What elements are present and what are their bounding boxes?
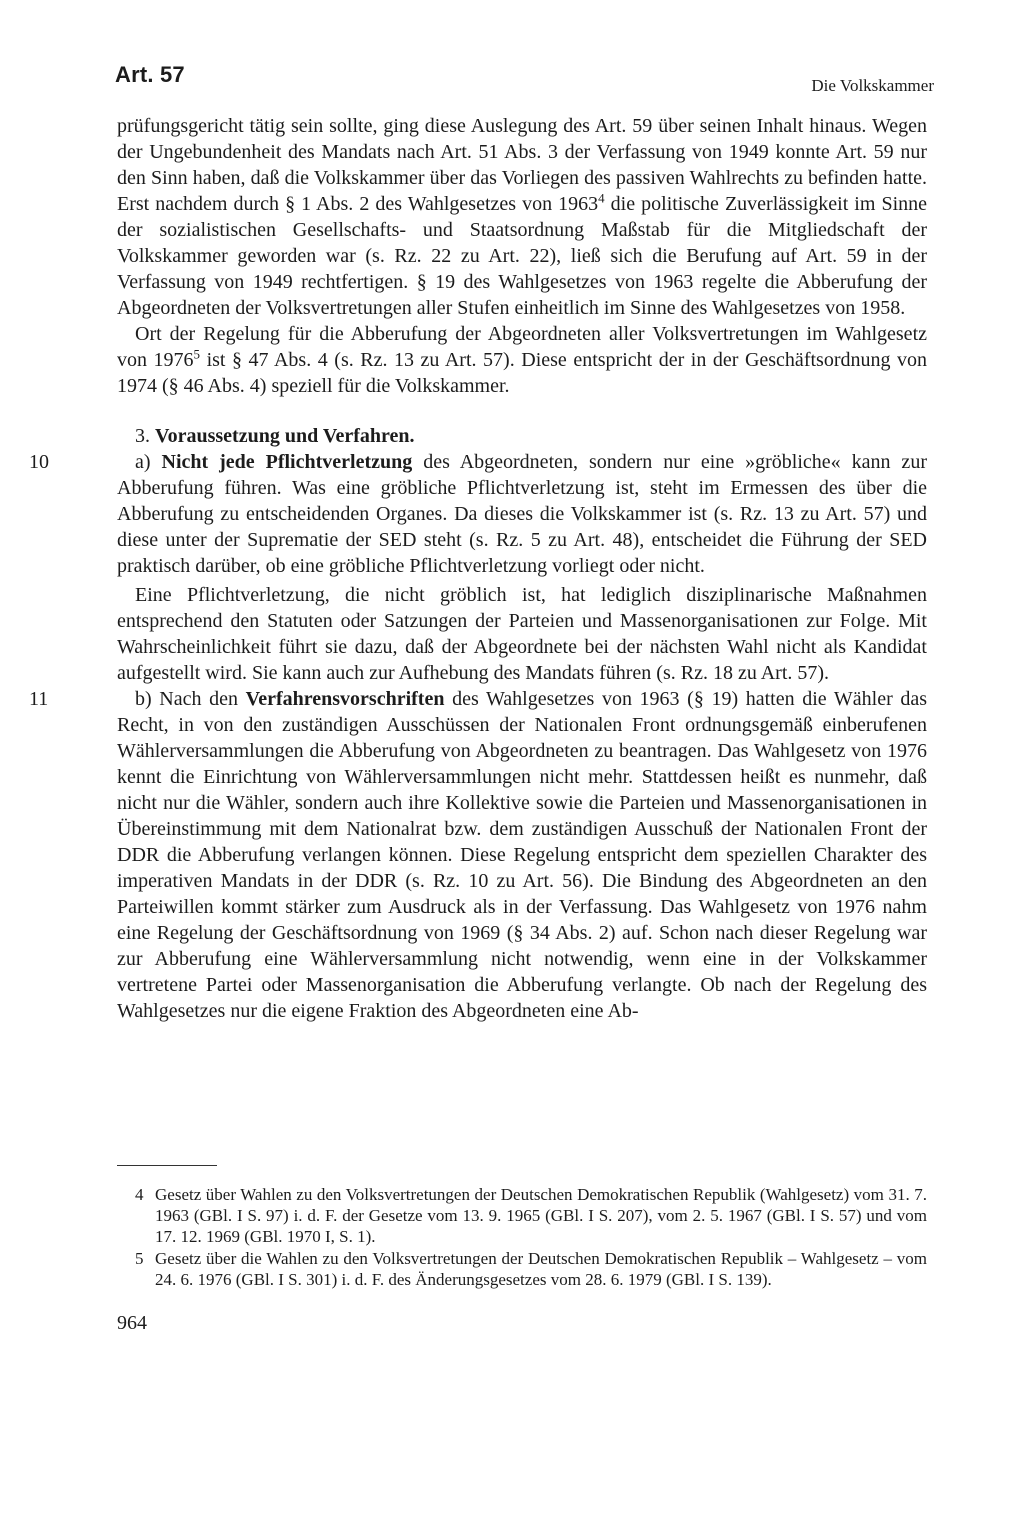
footnotes: [137, 1184, 927, 1291]
rz10-text: des Abgeordneten, sondern nur eine »gröbliche« kann zur Abberufung führen. Was eine gröbliche Pflichtverletzung ist, steht im Ermessen des über die Abberufung zu entscheidenden Organes. Da dieses die Volkskammer ist (s. Rz. 13 zu Art. 57) und diese unter der Suprematie der SED steht (s. Rz. 5 zu Art. 48), entscheidet die Führung der SED praktisch darüber, ob eine gröbliche Pflichtverletzung vorliegt oder nicht.: [117, 451, 927, 577]
article-heading: Art. 57: [115, 62, 185, 87]
body-text: [29, 113, 928, 1024]
margin-number-10: 10: [29, 451, 49, 473]
footnote-ref-5: 5: [193, 346, 201, 362]
paragraph-rz10: [117, 449, 927, 579]
margin-number-block-10: [29, 449, 927, 579]
rz11-lead: b) Nach den: [135, 688, 246, 710]
margin-number-11: 11: [29, 688, 49, 710]
section-heading: [117, 423, 927, 449]
rz10-lead: a): [135, 451, 162, 473]
rz10-keyword: Nicht jede Pflichtverletzung: [161, 451, 413, 473]
footnote-4: [137, 1184, 927, 1247]
section-heading-number: 3.: [135, 425, 150, 447]
footnote-number: 4: [135, 1185, 144, 1204]
margin-number-block-11: [29, 686, 928, 1024]
page-number: 964: [117, 1312, 147, 1334]
paragraph-rz11: [117, 686, 927, 1024]
paragraph-1a: prüfungsgericht tätig sein sollte, ging diese Auslegung des Art. 59 über seinen Inhalt hinaus. Wegen der Ungebundenheit des Mandats nach Art. 51 Abs. 3 der Verfassung von 1949 konnte Art. 59 nur den Sinn haben, daß die Volkskammer über das Vorliegen des passiven Wahlrechts zu befinden hatte. Erst nachdem durch § 1 Abs. 2 des Wahlgesetzes von 1963: [117, 115, 927, 215]
footnote-ref-4: 4: [598, 190, 605, 206]
footnote-text: Gesetz über Wahlen zu den Volksvertretungen der Deutschen Demokratischen Republik (Wahlgesetz) vom 31. 7. 1963 (GBl. I S. 97) i. d. F. der Gesetze vom 13. 9. 1965 (GBl. I S. 207), vom 2. 5. 1967 (GBl. I S. 57) und vom 17. 12. 1969 (GBl. 1970 I, S. 1).: [155, 1185, 927, 1246]
paragraph-2b: ist § 47 Abs. 4 (s. Rz. 13 zu Art. 57). Diese entspricht der in der Geschäftsordnung von 1974 (§ 46 Abs. 4) speziell für die Volkskammer.: [117, 349, 928, 397]
footnote-divider: [117, 1165, 217, 1166]
rz11-text: des Wahlgesetzes von 1963 (§ 19) hatten die Wähler das Recht, in von den zuständigen Ausschüssen der Nationalen Front ordnungsgemäß einberufenen Wählerversammlungen die Abberufung von Abgeordneten zu beantragen. Das Wahlgesetz von 1976 kennt die Einrichtung von Wählerversammlungen nicht mehr. Stattdessen heißt es nunmehr, daß nicht nur die Wähler, sondern auch ihre Kollektive sowie die Parteien und Massenorganisationen in Übereinstimmung mit dem Nationalrat bzw. dem zuständigen Ausschuß der Nationalen Front der DDR die Abberufung verlangen können. Diese Regelung entspricht dem speziellen Charakter des imperativen Mandats in der DDR (s. Rz. 10 zu Art. 56). Die Bindung des Abgeordneten an den Parteiwillen kommt stärker zum Ausdruck als in der Verfassung. Das Wahlgesetz von 1976 nahm eine Regelung der Geschäftsordnung von 1969 (§ 34 Abs. 2) auf. Schon nach dieser Regelung war zur Abberufung eine Wählerversammlung nicht notwendig, wenn eine in der Volkskammer vertretene Partei oder Massenorganisation die Abberufung verlangte. Ob nach der Regelung des Wahlgesetzes nur die eigene Fraktion des Abgeordneten eine Ab-: [117, 688, 928, 1022]
running-title: Die Volkskammer: [811, 76, 934, 95]
rz11-keyword: Verfahrensvorschriften: [245, 688, 445, 710]
paragraph-1b: die politische Zuverlässigkeit im Sinne der sozialistischen Gesellschafts- und Staatsordnung Maßstab für die Mitgliedschaft der Volkskammer geworden war (s. Rz. 22 zu Art. 22), ließ sich die Berufung auf Art. 59 in der Verfassung von 1949 rechtfertigen. § 19 des Wahlgesetzes von 1963 regelte die Abberufung der Abgeordneten der Volksvertretungen aller Stufen einheitlich im Sinne des Wahlgesetzes von 1958.: [117, 193, 928, 319]
paragraph-2a: Ort der Regelung für die Abberufung der Abgeordneten aller Volksvertretungen im Wahlgesetz von 1976: [117, 323, 927, 371]
paragraph-continuation: [117, 113, 927, 321]
footnote-number: 5: [135, 1249, 144, 1268]
section-heading-title: Voraussetzung und Verfahren.: [155, 425, 415, 447]
footnote-5: [137, 1248, 927, 1290]
paragraph-4: Eine Pflichtverletzung, die nicht gröblich ist, hat lediglich disziplinarische Maßnahmen entsprechend den Statuten oder Satzungen der Parteien und Massenorganisationen zur Folge. Mit Wahrscheinlichkeit führt sie dazu, daß der Abgeordnete bei der nächsten Wahl nicht als Kandidat aufgestellt wird. Sie kann auch zur Aufhebung des Mandats führen (s. Rz. 18 zu Art. 57).: [117, 584, 927, 684]
footnote-text: Gesetz über die Wahlen zu den Volksvertretungen der Deutschen Demokratischen Republik – Wahlgesetz – vom 24. 6. 1976 (GBl. I S. 301) i. d. F. des Änderungsgesetzes vom 28. 6. 1979 (GBl. I S. 139).: [155, 1249, 927, 1289]
paragraph-2: [117, 321, 927, 399]
